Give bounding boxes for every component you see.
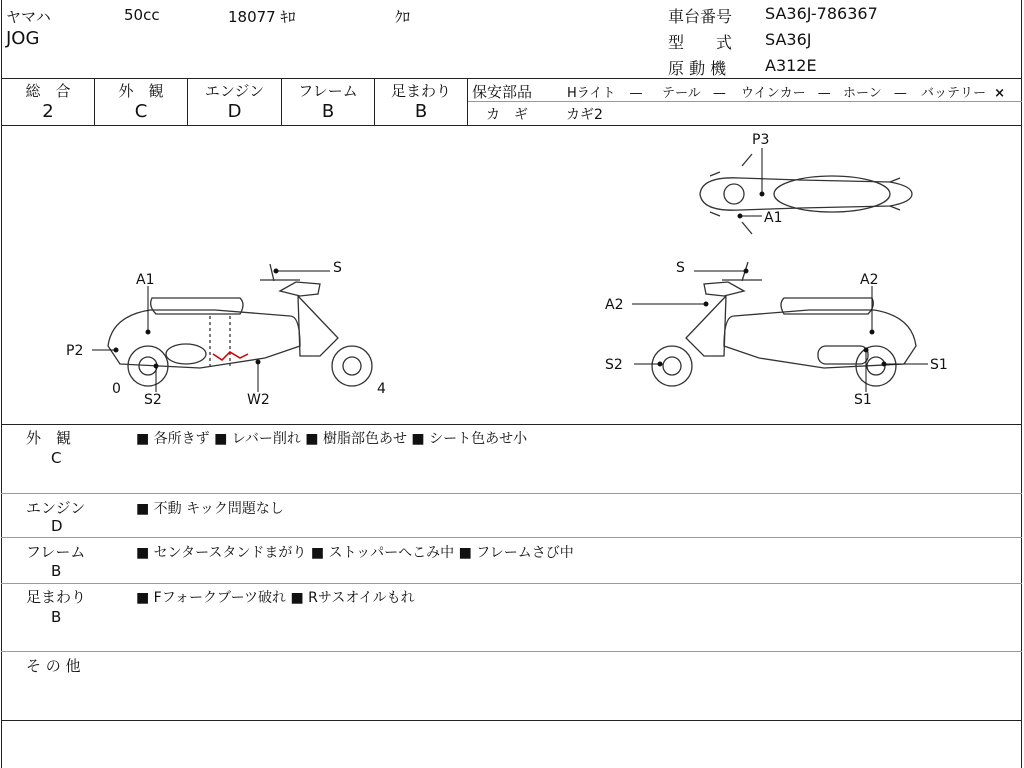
damage-diagram	[0, 126, 1024, 424]
frame-no-label: 車台番号	[668, 7, 733, 26]
divider	[467, 78, 468, 125]
remark-suspension-text: ■ Fフォークブーツ破れ ■ Rサスオイルもれ	[136, 590, 415, 606]
remark-exterior-label: 外 観	[26, 429, 72, 447]
remark-engine-label: エンジン	[26, 499, 86, 517]
safety-item-tail: テール —	[662, 86, 726, 101]
safety-item-headlight: Hライト —	[567, 86, 643, 101]
divider	[1, 537, 1022, 538]
type-label: 型 式	[668, 33, 733, 52]
remark-suspension-label: 足まわり	[26, 588, 87, 606]
mileage: 18077 ｷﾛ	[228, 8, 296, 26]
key-label: カ ギ	[486, 107, 528, 123]
divider	[1, 720, 1022, 721]
remark-other-label: そ の 他	[26, 657, 81, 675]
safety-label: 保安部品	[472, 83, 533, 101]
callout-4: 4	[377, 381, 386, 397]
grade-engine-label: エンジン	[204, 82, 265, 100]
remark-frame-grade: B	[51, 562, 62, 580]
type-value: SA36J	[765, 30, 812, 49]
engine-label: 原 動 機	[668, 59, 727, 78]
grade-exterior-value: C	[134, 101, 148, 122]
callout-A2-right-front: A2	[605, 297, 624, 313]
callout-W2: W2	[247, 392, 270, 408]
remark-exterior-text: ■ 各所きず ■ レバー削れ ■ 樹脂部色あせ ■ シート色あせ小	[136, 431, 528, 447]
engine-value: A312E	[765, 56, 817, 75]
callout-S-right: S	[676, 260, 685, 276]
divider	[1, 651, 1022, 652]
divider	[1, 583, 1022, 584]
grade-exterior-label: 外 観	[118, 82, 164, 100]
grade-suspension-value: B	[414, 101, 428, 122]
callout-S2-left: S2	[144, 392, 162, 408]
grade-frame-value: B	[321, 101, 335, 122]
callout-S1-bottom: S1	[854, 392, 872, 408]
callout-S-left: S	[333, 260, 342, 276]
safety-item-winker: ウインカー —	[741, 86, 831, 101]
callout-A2-right-rear: A2	[860, 272, 879, 288]
callout-P2: P2	[66, 343, 84, 359]
remark-engine-grade: D	[51, 517, 63, 535]
safety-item-battery: バッテリー ×	[921, 86, 1006, 101]
grade-engine-value: D	[227, 101, 242, 122]
scooter-top-view	[700, 154, 912, 234]
callout-S2-right: S2	[605, 357, 623, 373]
remark-suspension-grade: B	[51, 608, 62, 626]
grade-overall-value: 2	[42, 101, 54, 122]
key-value: カギ2	[566, 107, 603, 123]
callout-leaders	[92, 148, 928, 392]
divider	[1, 493, 1022, 494]
remark-engine-text: ■ 不動 キック問題なし	[136, 501, 284, 517]
safety-item-horn: ホーン —	[843, 86, 907, 101]
divider	[1, 424, 1022, 425]
remark-frame-label: フレーム	[26, 543, 86, 561]
remark-exterior-grade: C	[51, 449, 62, 467]
maker: ヤマハ	[6, 8, 51, 26]
grade-frame-label: フレーム	[298, 82, 358, 100]
displacement: 50cc	[124, 6, 160, 24]
grade-suspension-label: 足まわり	[390, 82, 451, 100]
callout-S1-right: S1	[930, 357, 948, 373]
callout-A1-top: A1	[764, 210, 783, 226]
grade-overall-label: 総 合	[25, 82, 71, 100]
model-name: JOG	[6, 28, 40, 49]
frame-no: SA36J-786367	[765, 4, 878, 23]
callout-P3: P3	[752, 132, 770, 148]
divider	[1, 78, 1022, 79]
remark-frame-text: ■ センタースタンドまがり ■ ストッパーへこみ中 ■ フレームさび中	[136, 545, 574, 561]
callout-A1-left: A1	[136, 272, 155, 288]
color: ｸﾛ	[395, 8, 411, 26]
divider	[467, 101, 1022, 102]
callout-0: 0	[112, 381, 121, 397]
